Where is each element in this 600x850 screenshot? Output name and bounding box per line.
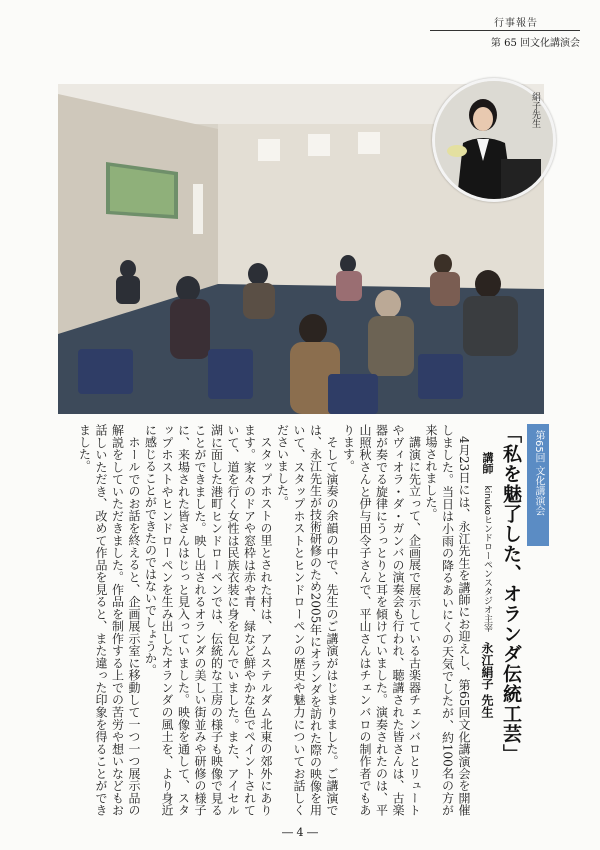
- article-paragraph: そして演奏の余韻の中で、先生のご講演がはじまりました。ご講演では、永江先生が技術研修のため2005年にオランダを訪れた際の映像を用いて、スタップホストとヒンドローペンの歴史や魅力についてお話しくださいました。: [275, 424, 339, 816]
- article-paragraph: 4月23日には、永江先生を講師にお迎えし、第65回文化講演会を開催しました。当日は小雨の降るあいにくの天気でしたが、約100名の方が来場されました。: [424, 424, 471, 816]
- article-body: [58, 424, 472, 816]
- article-paragraph: 講演に先立って、企画展で展示している古楽器チェンバロとリュートやヴィオラ・ダ・ガンバの演奏会も行われ、聴講された皆さんは、古楽器が奏でる旋律にうっとりと耳を傾けていました。演奏されたのは、平山照秋さんと伊与田令子さんで、平山さんはチェンバロの制作者でもあります。: [341, 424, 422, 816]
- event-badge: 第65回 文化講演会: [527, 424, 549, 546]
- lecturer-byline: [478, 452, 496, 812]
- page-title: 第 65 回文化講演会: [490, 38, 580, 49]
- portrait-caption: 絹子先生: [530, 92, 540, 128]
- section-label: 行事報告: [494, 18, 538, 29]
- lecturer-org: kinukoヒンドローペンスタジオ主宰: [482, 485, 492, 633]
- page-number: ― 4 ―: [282, 826, 318, 839]
- lecturer-name: 永江絹子 先生: [480, 641, 494, 718]
- article-paragraph: スタップホストの里とされた村は、アムステルダム北東の郊外にあります。家々のドアや窓枠は赤や青、緑など鮮やかな色でペイントされていて、道を行く女性は民族衣装に身を包んでいました。また、アイセル湖に面した港町ヒンドローペンでは、伝統的な工房の様子も映像で見ることができました。映し出されるオランダの美しい街並みや研修の様子に、来場された皆さんはじっと見入っていました。映像を通して、スタップホストやヒンドローペンを生み出したオランダの風土を、より身近に感じることができたのではないでしょうか。: [143, 424, 273, 816]
- lecturer-role: 講師: [481, 452, 494, 474]
- header-rule: [430, 30, 580, 31]
- article-paragraph: ホールでのお話を終えると、企画展示室に移動して一つ一つ展示品の解説をしていただきました。作品を制作する上での苦労や想いなどもお話しいただき、改めて作品を見ると、また違った印象を得ることができました。: [77, 424, 141, 816]
- article-headline: 「私を魅了した、オランダ伝統工芸」: [500, 424, 522, 764]
